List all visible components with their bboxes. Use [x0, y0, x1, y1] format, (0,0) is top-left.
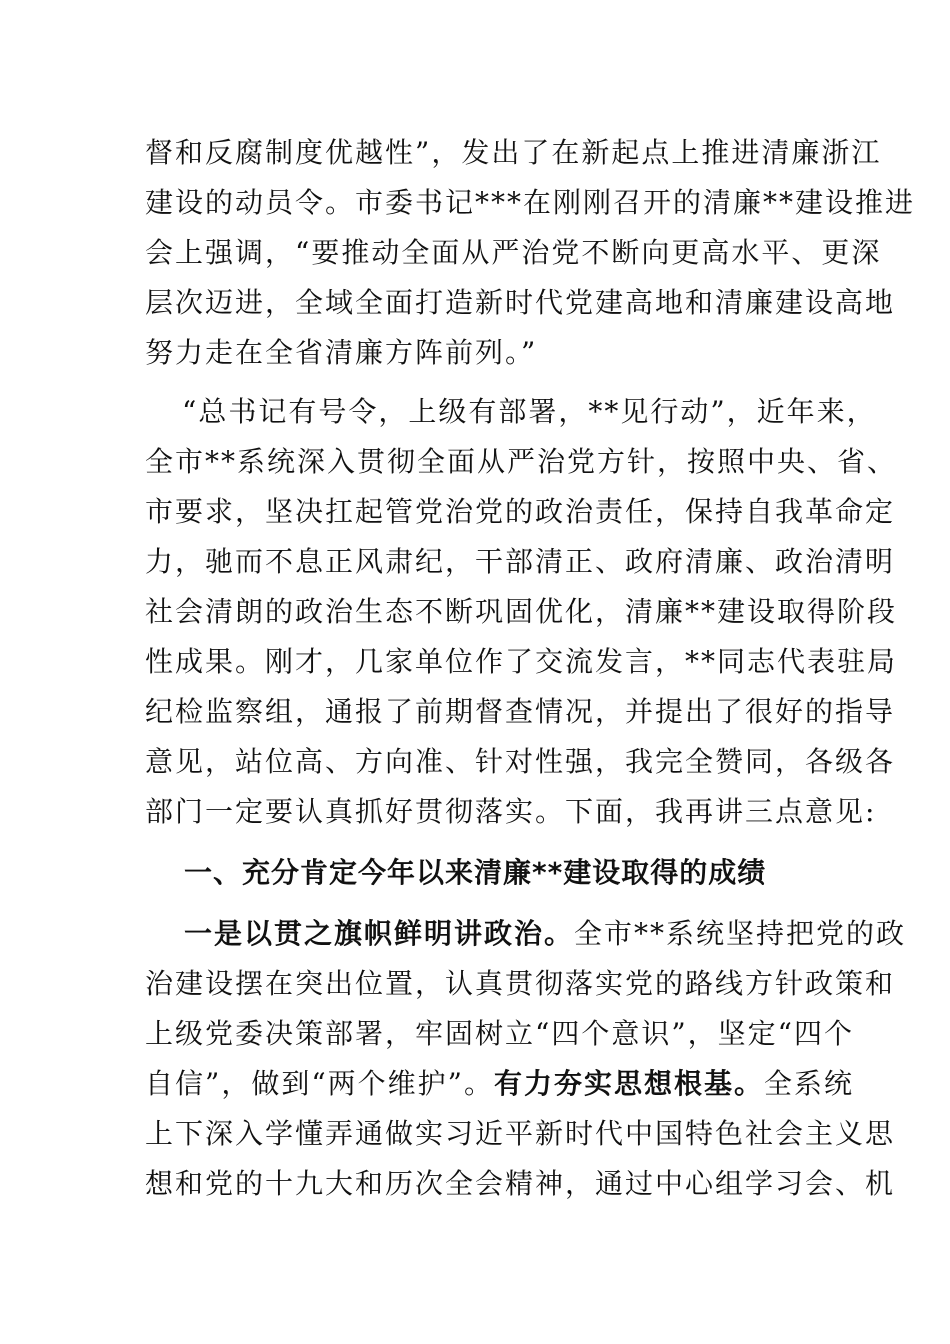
paragraph-first-line: [184, 914, 950, 954]
text-line: 全市**系统深入贯彻全面从严治党方针，按照中央、省、: [145, 445, 898, 478]
text-line: 部门一定要认真抓好贯彻落实。下面，我再讲三点意见:: [145, 795, 877, 828]
point-subheading: 有力夯实思想根基。: [493, 1067, 764, 1100]
text-line: 社会清朗的政治生态不断巩固优化，清廉**建设取得阶段: [145, 595, 898, 628]
point-heading: 一是以贯之旗帜鲜明讲政治。: [184, 917, 575, 950]
text-line: 性成果。刚才，几家单位作了交流发言，**同志代表驻局: [145, 645, 898, 678]
text-line: 治建设摆在突出位置，认真贯彻落实党的路线方针政策和: [145, 967, 896, 1000]
section-heading: 一、充分肯定今年以来清廉**建设取得的成绩: [184, 856, 767, 889]
text-line: 上下深入学懂弄通做实习近平新时代中国特色社会主义思: [145, 1117, 896, 1150]
point-text: 全系统: [763, 1067, 854, 1100]
paragraph-first-line: “总书记有号令，上级有部署，**见行动”，近年来，: [182, 395, 877, 428]
text-line: 层次迈进，全域全面打造新时代党建高地和清廉建设高地: [145, 286, 896, 319]
point-text: 全市**系统坚持把党的政: [574, 917, 907, 950]
text-line: 会上强调，“要推动全面从严治党不断向更高水平、更深: [145, 236, 882, 269]
text-line: 建设的动员令。市委书记***在刚刚召开的清廉**建设推进: [145, 186, 916, 219]
point-text: 自信”，做到“两个维护”。: [145, 1067, 494, 1100]
text-line: 上级党委决策部署，牢固树立“四个意识”，坚定“四个: [145, 1017, 854, 1050]
text-line: 努力走在全省清廉方阵前列。”: [145, 336, 538, 369]
text-line: 督和反腐制度优越性”，发出了在新起点上推进清廉浙江: [145, 136, 882, 169]
text-line: 力，驰而不息正风肃纪，干部清正、政府清廉、政治清明: [145, 545, 896, 578]
text-line: 纪检监察组，通报了前期督查情况，并提出了很好的指导: [145, 695, 896, 728]
text-line: [145, 1064, 950, 1104]
text-line: 市要求，坚决扛起管党治党的政治责任，保持自我革命定: [145, 495, 896, 528]
text-line: 意见，站位高、方向准、针对性强，我完全赞同，各级各: [145, 745, 896, 778]
text-line: 想和党的十九大和历次全会精神，通过中心组学习会、机: [145, 1167, 896, 1200]
